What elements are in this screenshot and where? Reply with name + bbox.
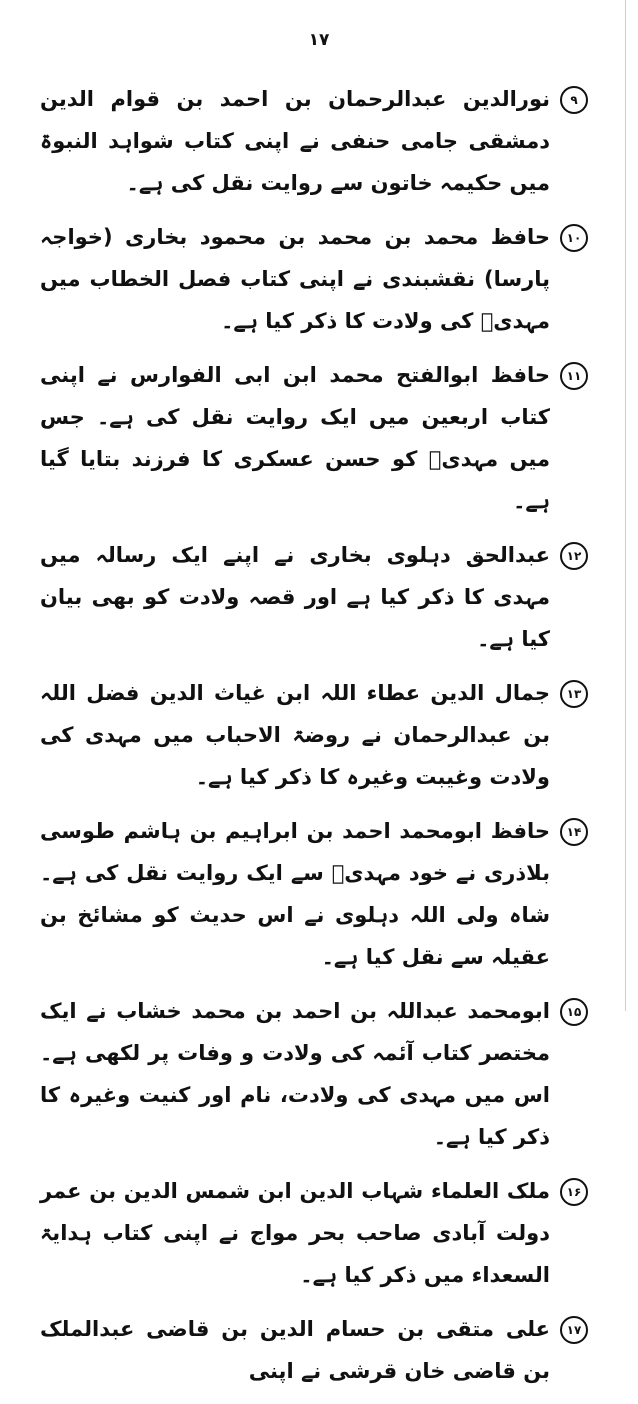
- list-item: [40, 990, 588, 1158]
- entry-number-badge: ۱۳: [560, 680, 588, 708]
- margin-rule: [625, 0, 626, 1011]
- entry-number-badge: ۱۶: [560, 1178, 588, 1206]
- entry-text: حافظ محمد بن محمد بن محمود بخاری (خواجہ پارسا) نقشبندی نے اپنی کتاب فصل الخطاب میں مہدیؑ کی ولادت کا ذکر کیا ہے۔: [40, 225, 550, 333]
- list-item: [40, 810, 588, 978]
- entry-number-badge: ۱۱: [560, 362, 588, 390]
- page-number: ۱۷: [308, 30, 330, 50]
- entry-number-badge: ۱۵: [560, 998, 588, 1026]
- list-item: [40, 672, 588, 798]
- entry-number-badge: ۱۴: [560, 818, 588, 846]
- entry-text: ابومحمد عبداللہ بن احمد بن محمد خشاب نے ایک مختصر کتاب آئمہ کی ولادت و وفات پر لکھی ہے۔ اس میں مہدی کی ولادت، نام اور کنیت وغیرہ کا ذکر کیا ہے۔: [40, 999, 550, 1149]
- list-item: [40, 534, 588, 660]
- entry-number-badge: ۱۷: [560, 1316, 588, 1344]
- list-item: [40, 1308, 588, 1392]
- list-item: [40, 1170, 588, 1296]
- entry-text: علی متقی بن حسام الدین بن قاضی عبدالملک بن قاضی خان قرشی نے اپنی: [40, 1317, 550, 1383]
- entry-list: [40, 78, 588, 1404]
- entry-number-badge: ۱۲: [560, 542, 588, 570]
- entry-text: حافظ ابومحمد احمد بن ابراہیم بن ہاشم طوسی بلاذری نے خود مہدیؑ سے ایک روایت نقل کی ہے۔ شاہ ولی اللہ دہلوی نے اس حدیث کو مشائخ بن عقیلہ سے نقل کیا ہے۔: [40, 819, 550, 969]
- entry-text: حافظ ابوالفتح محمد ابن ابی الفوارس نے اپنی کتاب اربعین میں ایک روایت نقل کی ہے۔ جس میں مہدیؑ کو حسن عسکری کا فرزند بتایا گیا ہے۔: [40, 363, 550, 513]
- list-item: [40, 78, 588, 204]
- list-item: [40, 216, 588, 342]
- entry-number-badge: ۱۰: [560, 224, 588, 252]
- entry-number-badge: ۹: [560, 86, 588, 114]
- entry-text: نورالدین عبدالرحمان بن احمد بن قوام الدین دمشقی جامی حنفی نے اپنی کتاب شواہد النبوۃ میں حکیمہ خاتون سے روایت نقل کی ہے۔: [40, 87, 550, 195]
- entry-text: عبدالحق دہلوی بخاری نے اپنے ایک رسالہ میں مہدی کا ذکر کیا ہے اور قصہ ولادت کو بھی بیان کیا ہے۔: [40, 543, 550, 651]
- list-item: [40, 354, 588, 522]
- entry-text: جمال الدین عطاء اللہ ابن غیاث الدین فضل اللہ بن عبدالرحمان نے روضۃ الاحباب میں مہدی کی ولادت وغیبت وغیرہ کا ذکر کیا ہے۔: [40, 681, 550, 789]
- entry-text: ملک العلماء شہاب الدین ابن شمس الدین بن عمر دولت آبادی صاحب بحر مواج نے اپنی کتاب ہدایۃ السعداء میں ذکر کیا ہے۔: [40, 1179, 550, 1287]
